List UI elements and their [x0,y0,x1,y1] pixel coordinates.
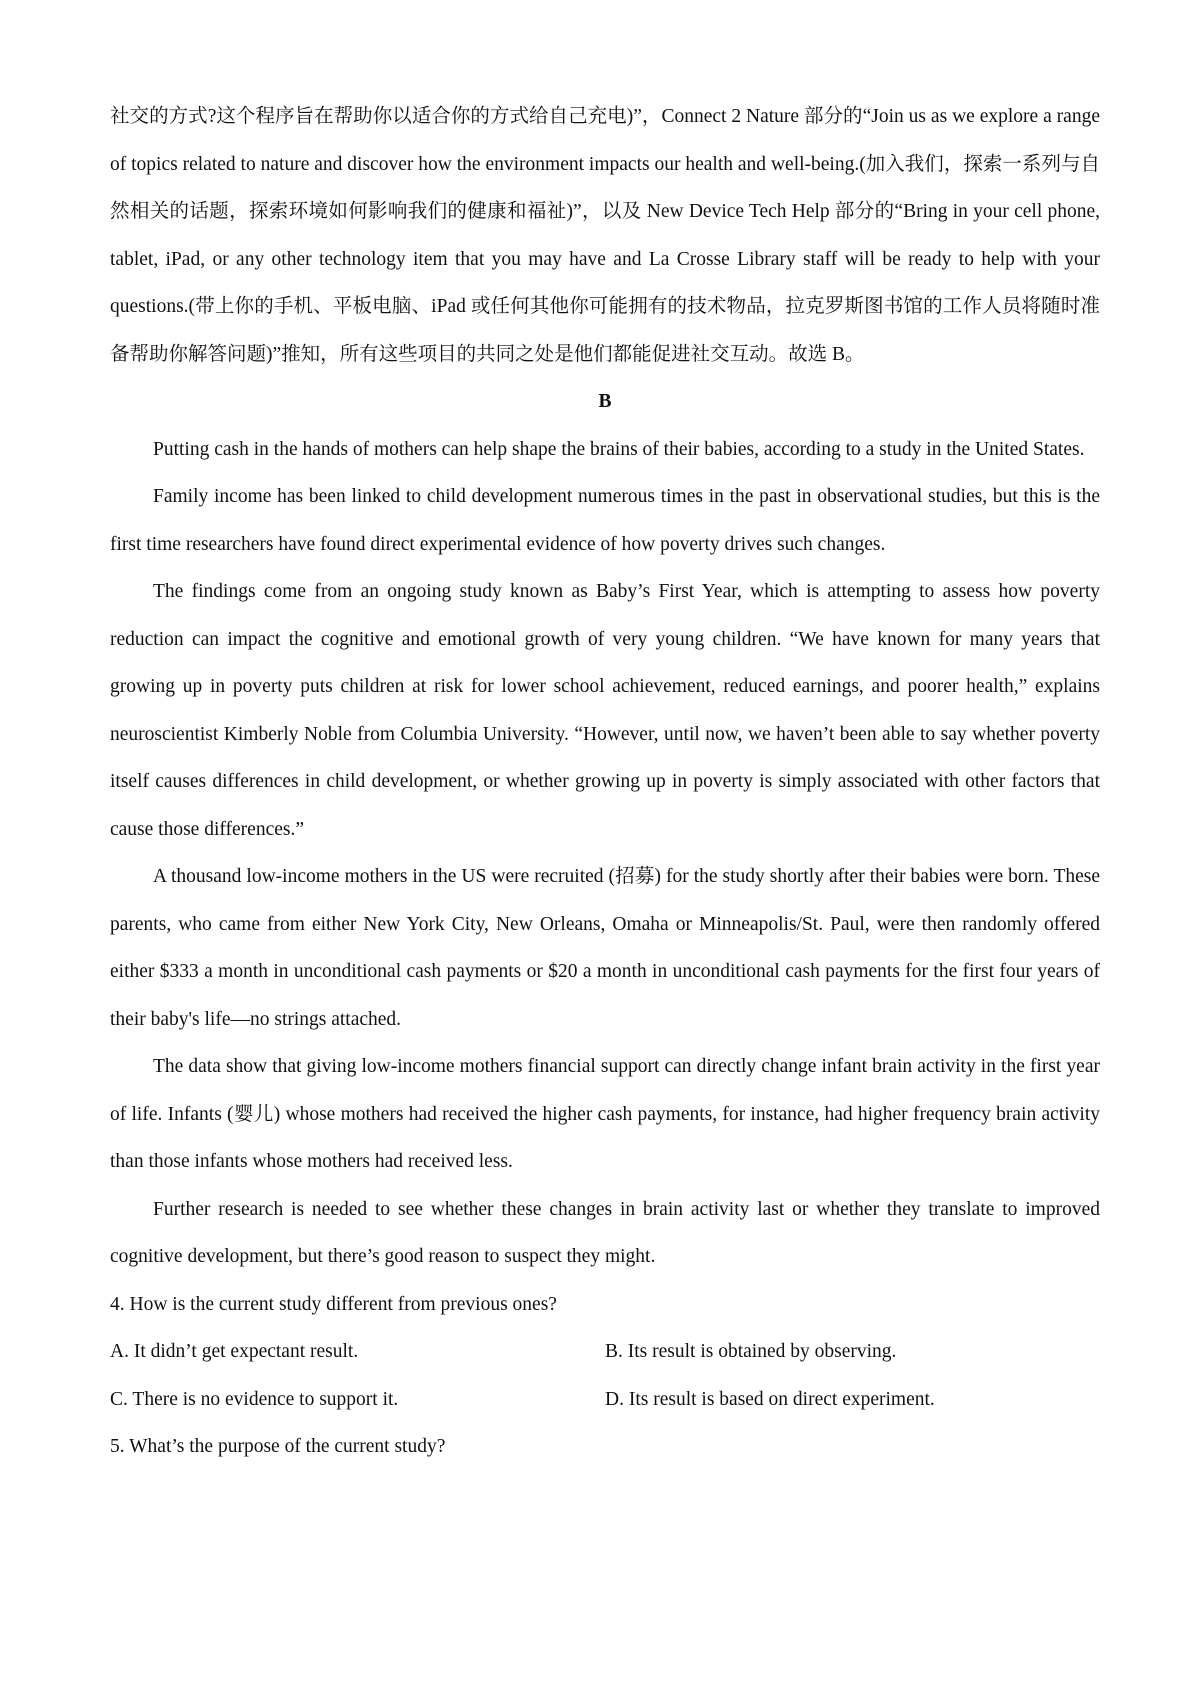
question-stem: 5. What’s the purpose of the current study? [110,1436,446,1457]
option-c: C. There is no evidence to support it. [110,1388,399,1410]
passage-paragraph: A thousand low-income mothers in the US were recruited (招募) for the study shortly after their babies were born. These parents, who came from either New York City, New Orleans, Omaha or Minneapolis/St. Paul, were then randomly offered either $333 a month in unconditional cash payments or $20 a month in unconditional cash payments for the first four years of their baby's life—no strings attached. [110,866,1100,1030]
passage-paragraph: The findings come from an ongoing study known as Baby’s First Year, which is attempting to assess how poverty reduction can impact the cognitive and emotional growth of very young children. “We have known for many years that growing up in poverty puts children at risk for lower school achievement, reduced earnings, and poorer health,” explains neuroscientist Kimberly Noble from Columbia University. “However, until now, we haven’t been able to say whether poverty itself causes differences in child development, or whether growing up in poverty is simply associated with other factors that cause those differences.” [110,581,1100,840]
document-page [110,93,1100,1471]
option-b: B. Its result is obtained by observing. [605,1341,897,1362]
passage-paragraph: Putting cash in the hands of mothers can help shape the brains of their babies, according to a study in the United States. [153,438,1085,460]
option-d: D. Its result is based on direct experiment. [605,1388,935,1410]
answer-explanation: 社交的方式?这个程序旨在帮助你以适合你的方式给自己充电)”，Connect 2 Nature 部分的“Join us as we explore a range of topics related to nature and discover how the environment impacts our health and well-being.(加入我们，探索一系列与自然相关的话题，探索环境如何影响我们的健康和福祉)”，以及 New Device Tech Help 部分的“Bring in your cell phone, tablet, iPad, or any other technology item that you may have and La Crosse Library staff will be ready to help with your questions.(带上你的手机、平板电脑、iPad 或任何其他你可能拥有的技术物品，拉克罗斯图书馆的工作人员将随时准备帮助你解答问题)”推知，所有这些项目的共同之处是他们都能促进社交互动。故选 B。 [110,106,1100,365]
section-heading: B [598,391,612,412]
question-5 [110,1423,1100,1471]
question-stem: 4. How is the current study different from previous ones? [110,1293,557,1315]
reading-passage [110,426,1100,1281]
option-row [110,1376,1100,1424]
option-a: A. It didn’t get expectant result. [110,1341,359,1362]
option-row [110,1328,1100,1376]
passage-paragraph: The data show that giving low-income mothers financial support can directly change infant brain activity in the first year of life. Infants (婴儿) whose mothers had received the higher cash payments, for instance, had higher frequency brain activity than those infants whose mothers had received less. [110,1056,1100,1172]
passage-paragraph: Family income has been linked to child development numerous times in the past in observational studies, but this is the first time researchers have found direct experimental evidence of how poverty drives such changes. [110,486,1100,555]
passage-paragraph: Further research is needed to see whether these changes in brain activity last or whether they translate to improved cognitive development, but there’s good reason to suspect they might. [110,1198,1100,1267]
question-4 [110,1281,1100,1424]
